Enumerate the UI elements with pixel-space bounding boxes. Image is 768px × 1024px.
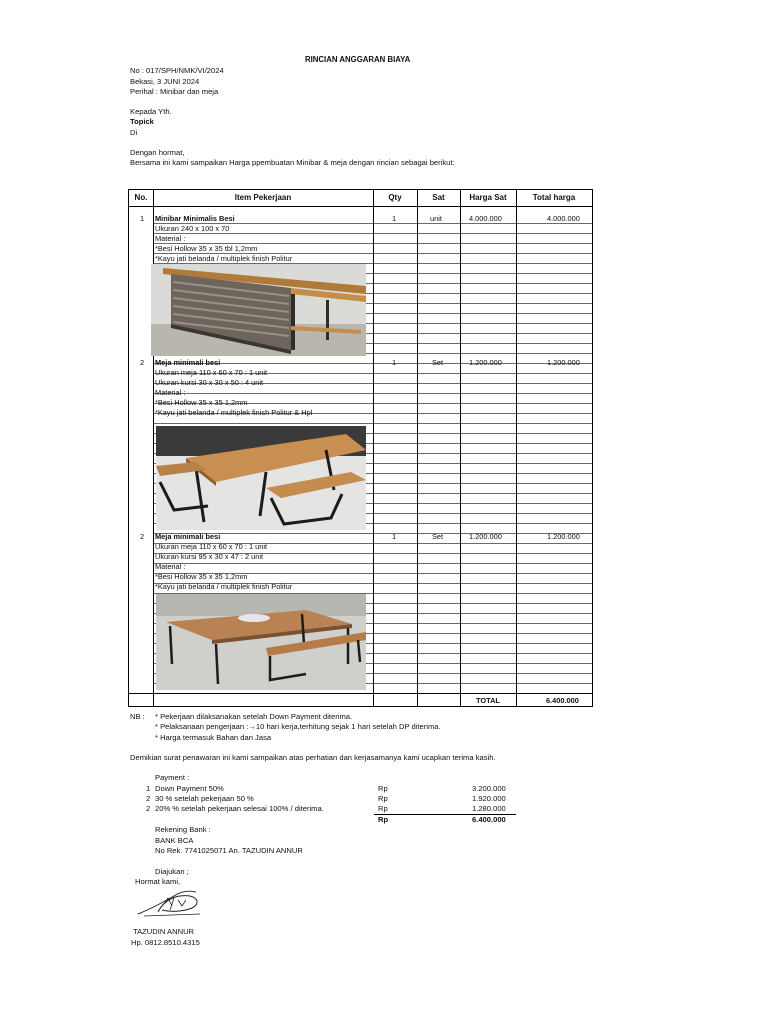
signer-phone: Hp. 0812.8510.4315 [131,938,200,947]
total-value: 6.400.000 [546,696,579,705]
letter-subject: Perihal : Minibar dan meja [130,87,219,96]
bank-account: No Rek. 7741025071 An. TAZUDIN ANNUR [155,846,303,855]
header-qty: Qty [388,193,402,202]
column-divider [373,190,374,706]
item-3-detail: Ukuran meja 110 x 60 x 70 : 1 unit [155,542,268,551]
item-1-detail: *Besi Hollow 35 x 35 tbl 1,2mm [155,244,258,253]
item-2-harga: 1.200.000 [469,358,502,367]
item-1-name: Minibar Minimalis Besi [155,214,235,223]
notes-label: NB : [130,712,145,721]
payment-row-currency: Rp [378,804,388,813]
column-divider [417,190,418,706]
item-2-name: Meja minimali besi [155,358,221,367]
item-1-sat: unit [430,214,442,223]
closing-text: Demikian surat penawaran ini kami sampaikan atas perhatian dan kerjasamanya kami ucapkan terima kasih. [130,753,496,762]
header-harga-sat: Harga Sat [469,193,507,202]
item-1-no: 1 [140,214,145,223]
column-divider [516,190,517,706]
signature [134,886,206,925]
greeting: Dengan hormat, [130,148,185,157]
item-3-detail: *Besi Hollow 35 x 35 1,2mm [155,572,248,581]
item-2-detail: Ukuran meja 110 x 60 x 70 : 1 unit [155,368,268,377]
letter-number: No : 017/SPH/NMK/VI/2024 [130,66,224,75]
item-3-harga: 1.200.000 [469,532,502,541]
item-2-detail: Ukuran kursi 30 x 30 x 50 : 4 unit [155,378,264,387]
note-item: * Harga termasuk Bahan dan Jasa [155,733,272,742]
total-label: TOTAL [476,696,500,705]
item-3-detail: Ukuran kursi 95 x 30 x 47 : 2 unit [155,552,264,561]
recipient-name: Topick [130,117,154,126]
item-3-qty: 1 [392,532,397,541]
cost-table [128,189,593,707]
item-3-sat: Set [432,532,444,541]
item-3-name: Meja minimali besi [155,532,221,541]
payment-row-currency: Rp [378,784,388,793]
table-photo-1 [156,426,366,530]
item-2-total: 1.200.000 [547,358,580,367]
payment-row-no: 2 [146,794,151,803]
payment-row-desc: 20% % setelah pekerjaan selesai 100% / diterima. [155,804,324,813]
payment-row-no: 2 [146,804,151,813]
item-2-detail: *Besi Hollow 35 x 35 1,2mm [155,398,248,407]
item-2-detail: Material : [155,388,186,397]
item-1-total: 4.000.000 [547,214,580,223]
payment-row-amount: 1.920.000 [472,794,506,803]
payment-row-currency: Rp [378,794,388,803]
item-3-detail: *Kayu jati belanda / multiplek finish Politur [155,582,293,591]
header-total-harga: Total harga [532,193,576,202]
regards-label: Hormat kami, [135,877,181,886]
header-item: Item Pekerjaan [234,193,292,202]
item-2-sat: Set [432,358,444,367]
column-divider [460,190,461,706]
payment-row-amount: 3.200.000 [472,784,506,793]
item-1-harga: 4.000.000 [469,214,502,223]
bank-name: BANK BCA [155,836,194,845]
item-2-no: 2 [140,358,145,367]
payment-total-currency: Rp [378,815,389,824]
item-1-detail: Material : [155,234,186,243]
item-3-detail: Material : [155,562,186,571]
note-item: * Pelaksanaan pengerjaan :→10 hari kerja,terhitung sejak 1 hari setelah DP diterima. [155,722,441,731]
payment-row-desc: 30 % setelah pekerjaan 50 % [155,794,254,803]
bank-label: Rekening Bank : [155,825,211,834]
row-line [129,693,592,694]
header-no: No. [134,193,148,202]
payment-total-amount: 6.400.000 [472,815,506,824]
submitted-label: Diajukan ; [155,867,189,876]
signer-name: TAZUDIN ANNUR [133,927,195,936]
item-1-detail: Ukuran 240 x 100 x 70 [155,224,230,233]
payment-row-no: 1 [146,784,151,793]
table-header [129,190,592,207]
header-sat: Sat [432,193,445,202]
item-1-qty: 1 [392,214,397,223]
payment-row-amount: 1.280.000 [472,804,506,813]
recipient-prefix: Kepada Yth. [130,107,172,116]
payment-row-desc: Down Payment 50% [155,784,224,793]
opening-text: Bersama ini kami sampaikan Harga ppembuatan Minibar & meja dengan rincian sebagai berikut: [130,158,455,167]
item-3-no: 2 [140,532,145,541]
item-1-detail: *Kayu jati belanda / multiplek finish Politur [155,254,293,263]
payment-title: Payment : [155,773,190,782]
item-3-total: 1.200.000 [547,532,580,541]
letter-date: Bekasi, 3 JUNI 2024 [130,77,200,86]
item-2-detail: *Kayu jati belanda / multiplek finish Politur & Hpl [155,408,313,417]
table-photo-2 [156,594,366,690]
note-item: * Pekerjaan dilaksanakan setelah Down Payment diterima. [155,712,353,721]
document-title: RINCIAN ANGGARAN BIAYA [305,55,411,64]
recipient-location: Di [130,128,138,137]
item-2-qty: 1 [392,358,397,367]
minibar-photo [151,264,366,356]
